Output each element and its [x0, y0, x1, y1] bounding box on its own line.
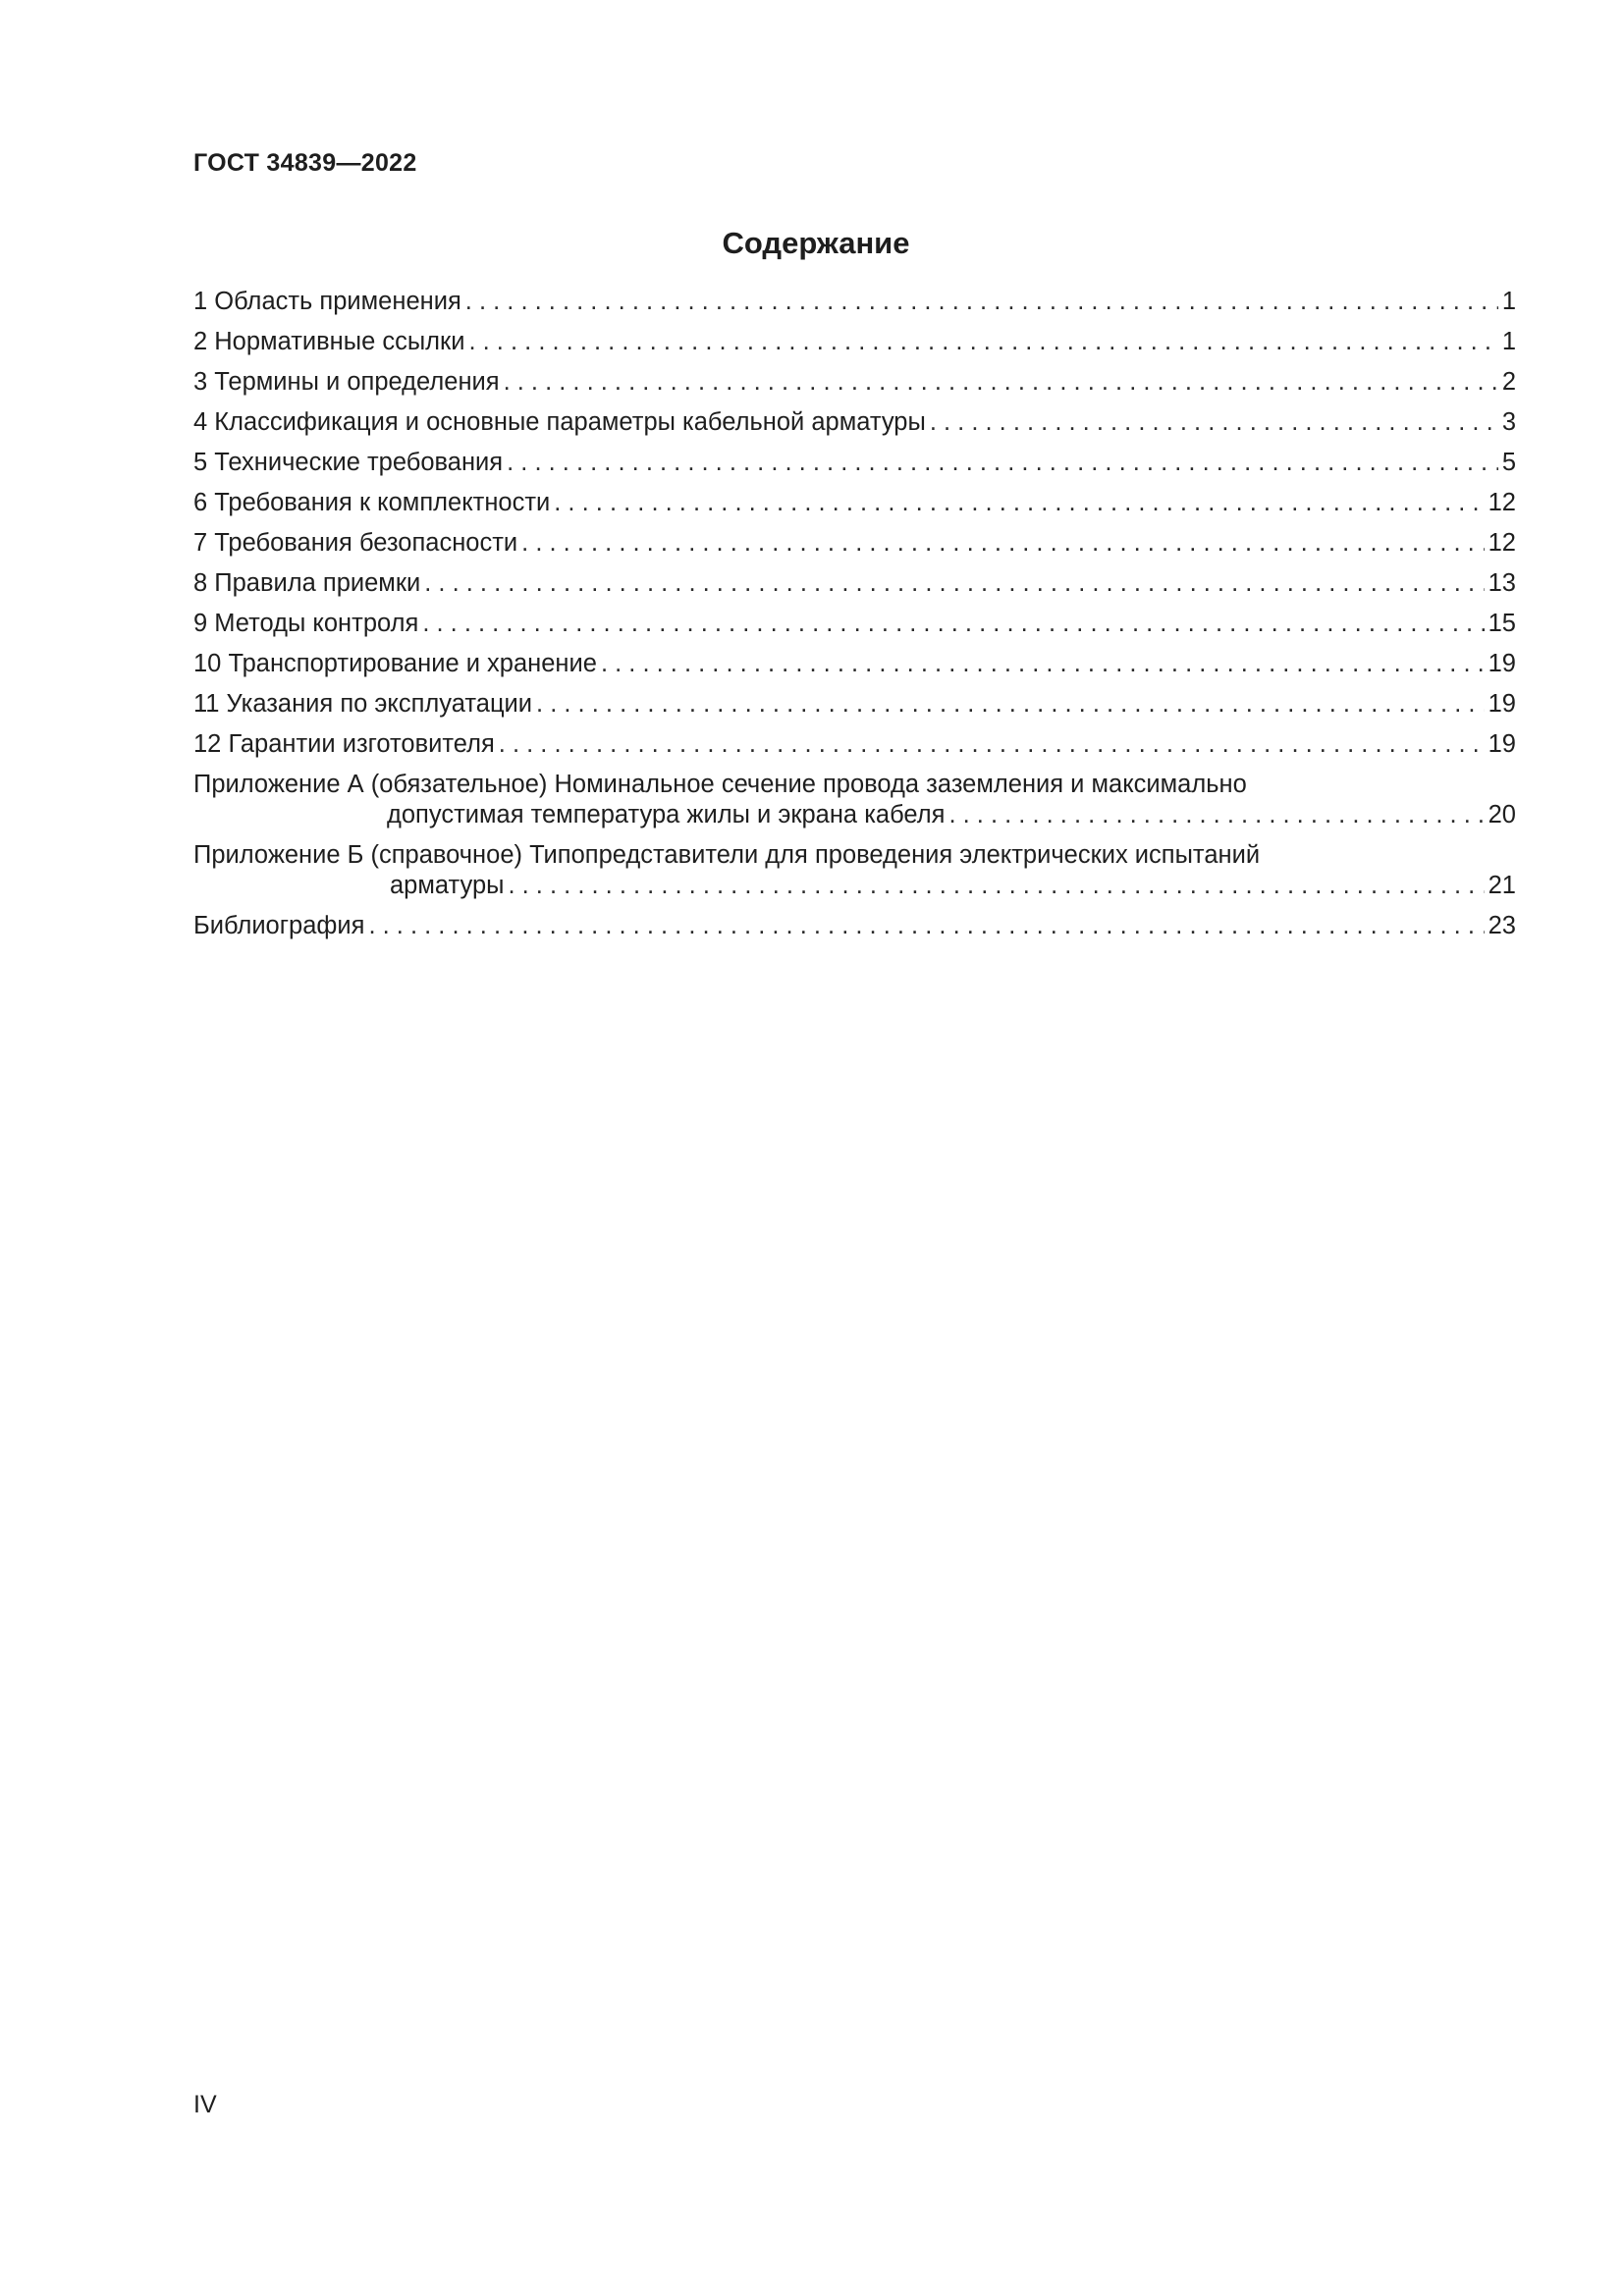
toc-entry-label: 3 Термины и определения — [193, 368, 500, 396]
page-number: IV — [193, 2091, 217, 2118]
dot-leader — [930, 407, 1498, 438]
toc-entry-6[interactable] — [193, 488, 1516, 518]
dot-leader — [368, 911, 1484, 941]
toc-entry-page: 19 — [1488, 690, 1516, 718]
toc-entry-page: 15 — [1488, 610, 1516, 637]
dot-leader — [424, 568, 1484, 599]
dot-leader — [536, 689, 1485, 720]
toc-entry-12[interactable] — [193, 729, 1516, 760]
dot-leader — [422, 609, 1484, 639]
toc-entry-page: 12 — [1488, 489, 1516, 516]
toc-entry-4[interactable] — [193, 407, 1516, 438]
toc-entry-8[interactable] — [193, 568, 1516, 599]
toc-entry-page: 1 — [1501, 328, 1516, 355]
toc-entry-7[interactable] — [193, 528, 1516, 559]
toc-entry-3[interactable] — [193, 367, 1516, 398]
toc-entry-bibliography[interactable] — [193, 911, 1516, 941]
toc-entry-label: 6 Требования к комплектности — [193, 489, 551, 516]
toc-entry-label: 12 Гарантии изготовителя — [193, 730, 495, 758]
toc-entry-page: 3 — [1501, 408, 1516, 436]
toc-entry-page: 19 — [1488, 650, 1516, 677]
toc-entry-label-continuation: арматуры — [390, 872, 505, 899]
toc-entry-label: 8 Правила приемки — [193, 569, 421, 597]
dot-leader — [508, 871, 1484, 901]
toc-entry-label: 2 Нормативные ссылки — [193, 328, 465, 355]
toc-entry-9[interactable] — [193, 609, 1516, 639]
dot-leader — [465, 287, 1498, 317]
document-code: ГОСТ 34839—2022 — [193, 149, 417, 177]
toc-entry-label-continuation: допустимая температура жилы и экрана кабеля — [387, 801, 946, 828]
toc-entry-appendix-a[interactable] — [193, 770, 1516, 830]
toc-entry-page: 2 — [1501, 368, 1516, 396]
toc-entry-page: 21 — [1488, 872, 1516, 899]
toc-entry-label: 7 Требования безопасности — [193, 529, 518, 557]
dot-leader — [521, 528, 1484, 559]
toc-entry-label: 9 Методы контроля — [193, 610, 419, 637]
dot-leader — [499, 729, 1485, 760]
toc-entry-2[interactable] — [193, 327, 1516, 357]
toc-entry-10[interactable] — [193, 649, 1516, 679]
dot-leader — [554, 488, 1484, 518]
toc-entry-1[interactable] — [193, 287, 1516, 317]
toc-entry-page: 13 — [1488, 569, 1516, 597]
toc-entry-page: 5 — [1501, 449, 1516, 476]
dot-leader — [601, 649, 1485, 679]
toc-entry-label: 11 Указания по эксплуатации — [193, 690, 533, 718]
toc-entry-page: 12 — [1488, 529, 1516, 557]
toc-entry-5[interactable] — [193, 448, 1516, 478]
toc-entry-page: 1 — [1501, 288, 1516, 315]
toc-entry-appendix-b[interactable] — [193, 840, 1516, 901]
toc-entry-label: 5 Технические требования — [193, 449, 504, 476]
toc-entry-label: Библиография — [193, 912, 365, 939]
toc-entry-label: 4 Классификация и основные параметры кабельной арматуры — [193, 408, 926, 436]
dot-leader — [468, 327, 1497, 357]
toc-entry-label: Приложение Б (справочное) Типопредставители для проведения электрических испытаний — [193, 841, 1261, 869]
dot-leader — [504, 367, 1498, 398]
toc-entry-page: 23 — [1488, 912, 1516, 939]
toc-entry-page: 20 — [1488, 801, 1516, 828]
dot-leader — [507, 448, 1498, 478]
toc-entry-page: 19 — [1488, 730, 1516, 758]
dot-leader — [948, 800, 1484, 830]
toc-entry-label: Приложение А (обязательное) Номинальное сечение провода заземления и максимально — [193, 771, 1247, 798]
toc-entry-label: 10 Транспортирование и хранение — [193, 650, 597, 677]
table-of-contents — [193, 287, 1516, 951]
toc-entry-11[interactable] — [193, 689, 1516, 720]
toc-entry-label: 1 Область применения — [193, 288, 461, 315]
toc-title: Содержание — [722, 226, 910, 260]
